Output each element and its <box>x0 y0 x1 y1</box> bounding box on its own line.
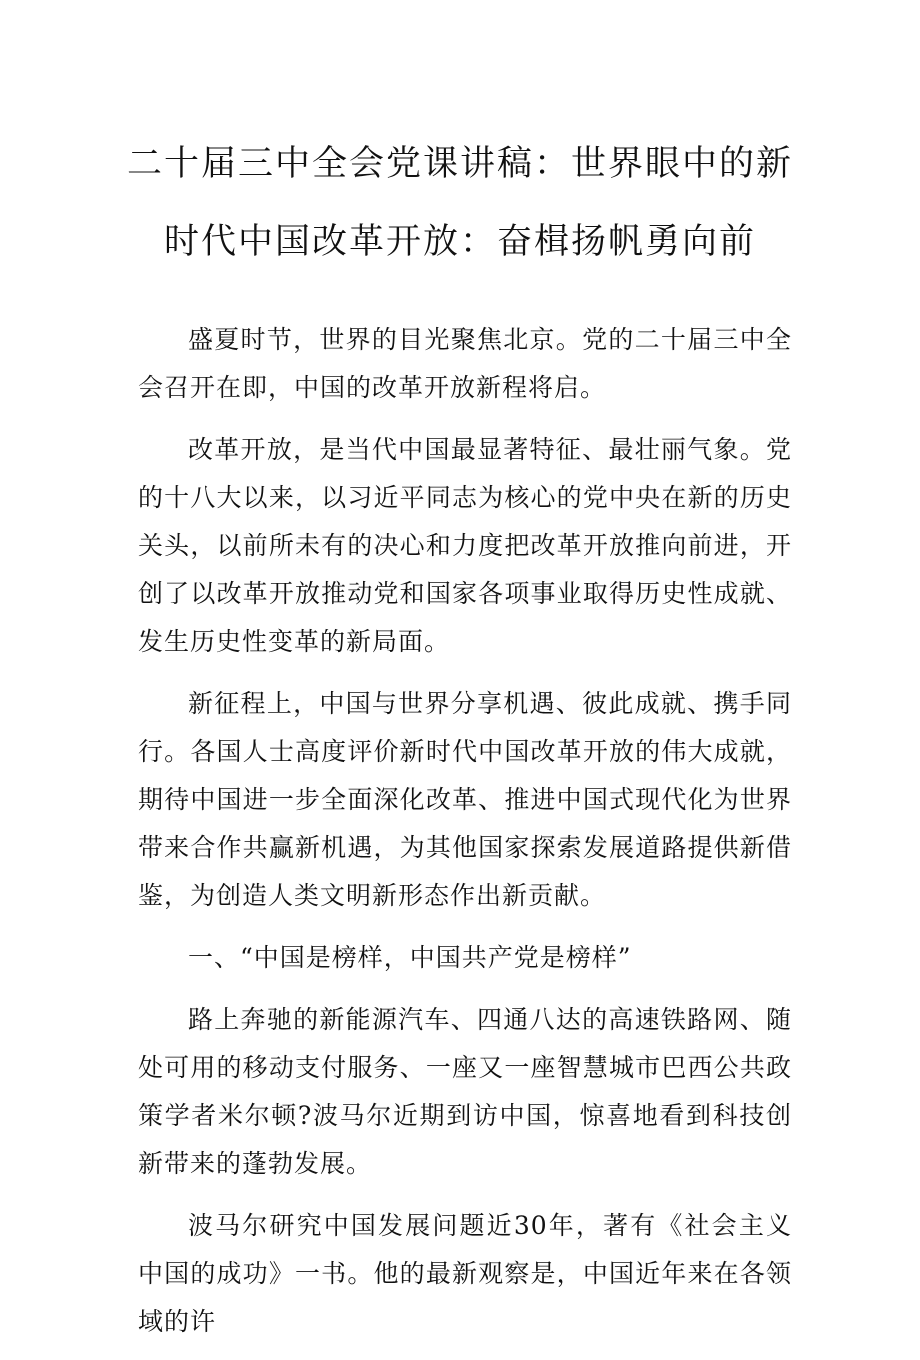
paragraph-5: 波马尔研究中国发展问题近30年，著有《社会主义中国的成功》一书。他的最新观察是，中国近年来在各领域的许 <box>138 1211 792 1336</box>
title-line-1: 二十届三中全会党课讲稿：世界眼中的新 <box>126 144 793 184</box>
paragraph-3: 新征程上，中国与世界分享机遇、彼此成就、携手同行。各国人士高度评价新时代中国改革开放的伟大成就，期待中国进一步全面深化改革、推进中国式现代化为世界带来合作共赢新机遇，为其他国家探索发展道路提供新借鉴，为创造人类文明新形态作出新贡献。 <box>138 689 792 910</box>
body-text <box>138 316 792 1360</box>
title-line-2: 时代中国改革开放：奋楫扬帆勇向前 <box>163 222 756 262</box>
paragraph-1: 盛夏时节，世界的目光聚焦北京。党的二十届三中全会召开在即，中国的改革开放新程将启。 <box>138 325 792 402</box>
section-heading-1: 一、“中国是榜样，中国共产党是榜样” <box>188 943 632 972</box>
paragraph-4: 路上奔驰的新能源汽车、四通八达的高速铁路网、随处可用的移动支付服务、一座又一座智慧城市巴西公共政策学者米尔顿?波马尔近期到访中国，惊喜地看到科技创新带来的蓬勃发展。 <box>138 1005 792 1178</box>
paragraph-2: 改革开放，是当代中国最显著特征、最壮丽气象。党的十八大以来，以习近平同志为核心的党中央在新的历史关头，以前所未有的决心和力度把改革开放推向前进，开创了以改革开放推动党和国家各项事业取得历史性成就、发生历史性变革的新局面。 <box>138 435 792 656</box>
